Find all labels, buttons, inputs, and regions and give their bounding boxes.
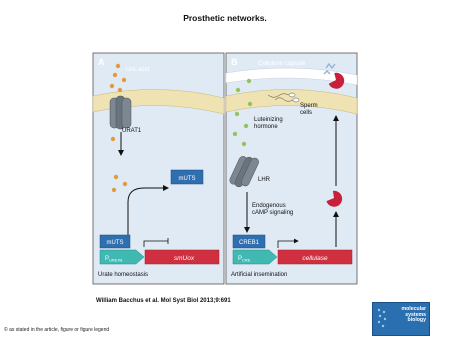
muts-repressor-label: mUTS xyxy=(106,240,124,246)
promoter-urex8-label: $P_{UREX8}$ xyxy=(105,256,123,263)
logo-line-3: biology xyxy=(407,317,426,324)
panel-b-caption: Artificial insemination xyxy=(231,272,288,278)
panel-a-caption: Urate homeostasis xyxy=(98,272,149,278)
capsule-label: Cellulose capsule xyxy=(258,61,306,67)
slide-title: Prosthetic networks. xyxy=(183,13,267,23)
logo-wordmark xyxy=(386,307,426,324)
logo-line-2: systems xyxy=(405,311,426,318)
panel-b-letter: B xyxy=(231,57,238,67)
figure-svg xyxy=(92,52,358,285)
muts-protein-label: mUTS xyxy=(178,176,196,182)
urat1-transporter-icon xyxy=(110,96,131,129)
cellulase-gene-label: cellulase xyxy=(302,255,328,262)
uric-acid-label: Uric acid xyxy=(126,67,150,73)
journal-logo xyxy=(372,302,430,336)
smuox-gene-label: smUox xyxy=(173,255,195,262)
lhr-label: LHR xyxy=(258,177,271,183)
promoter-cre-label: $P_{CRE}$ xyxy=(238,256,251,263)
signal-label-line2: cAMP signaling xyxy=(252,210,294,216)
figure xyxy=(92,52,358,290)
creb1-label: CREB1 xyxy=(238,240,260,246)
copyright-notice: © as stated in the article, figure or figure legend xyxy=(4,327,110,333)
sperm-label-line2: cells xyxy=(300,110,313,116)
urat1-label: URAT1 xyxy=(122,128,142,134)
panel-a xyxy=(93,53,224,284)
logo-line-1: molecular xyxy=(401,306,426,312)
hormone-label-line1: Luteinizing xyxy=(254,117,283,123)
hormone-label-line2: hormone xyxy=(254,124,278,130)
panel-a-letter: A xyxy=(98,57,105,67)
panel-b xyxy=(226,53,357,284)
citation: William Bacchus et al. Mol Syst Biol 2013;9:691 xyxy=(96,298,231,304)
sperm-label-line1: Sperm xyxy=(300,103,318,109)
signal-label-line1: Endogenous xyxy=(252,203,286,209)
